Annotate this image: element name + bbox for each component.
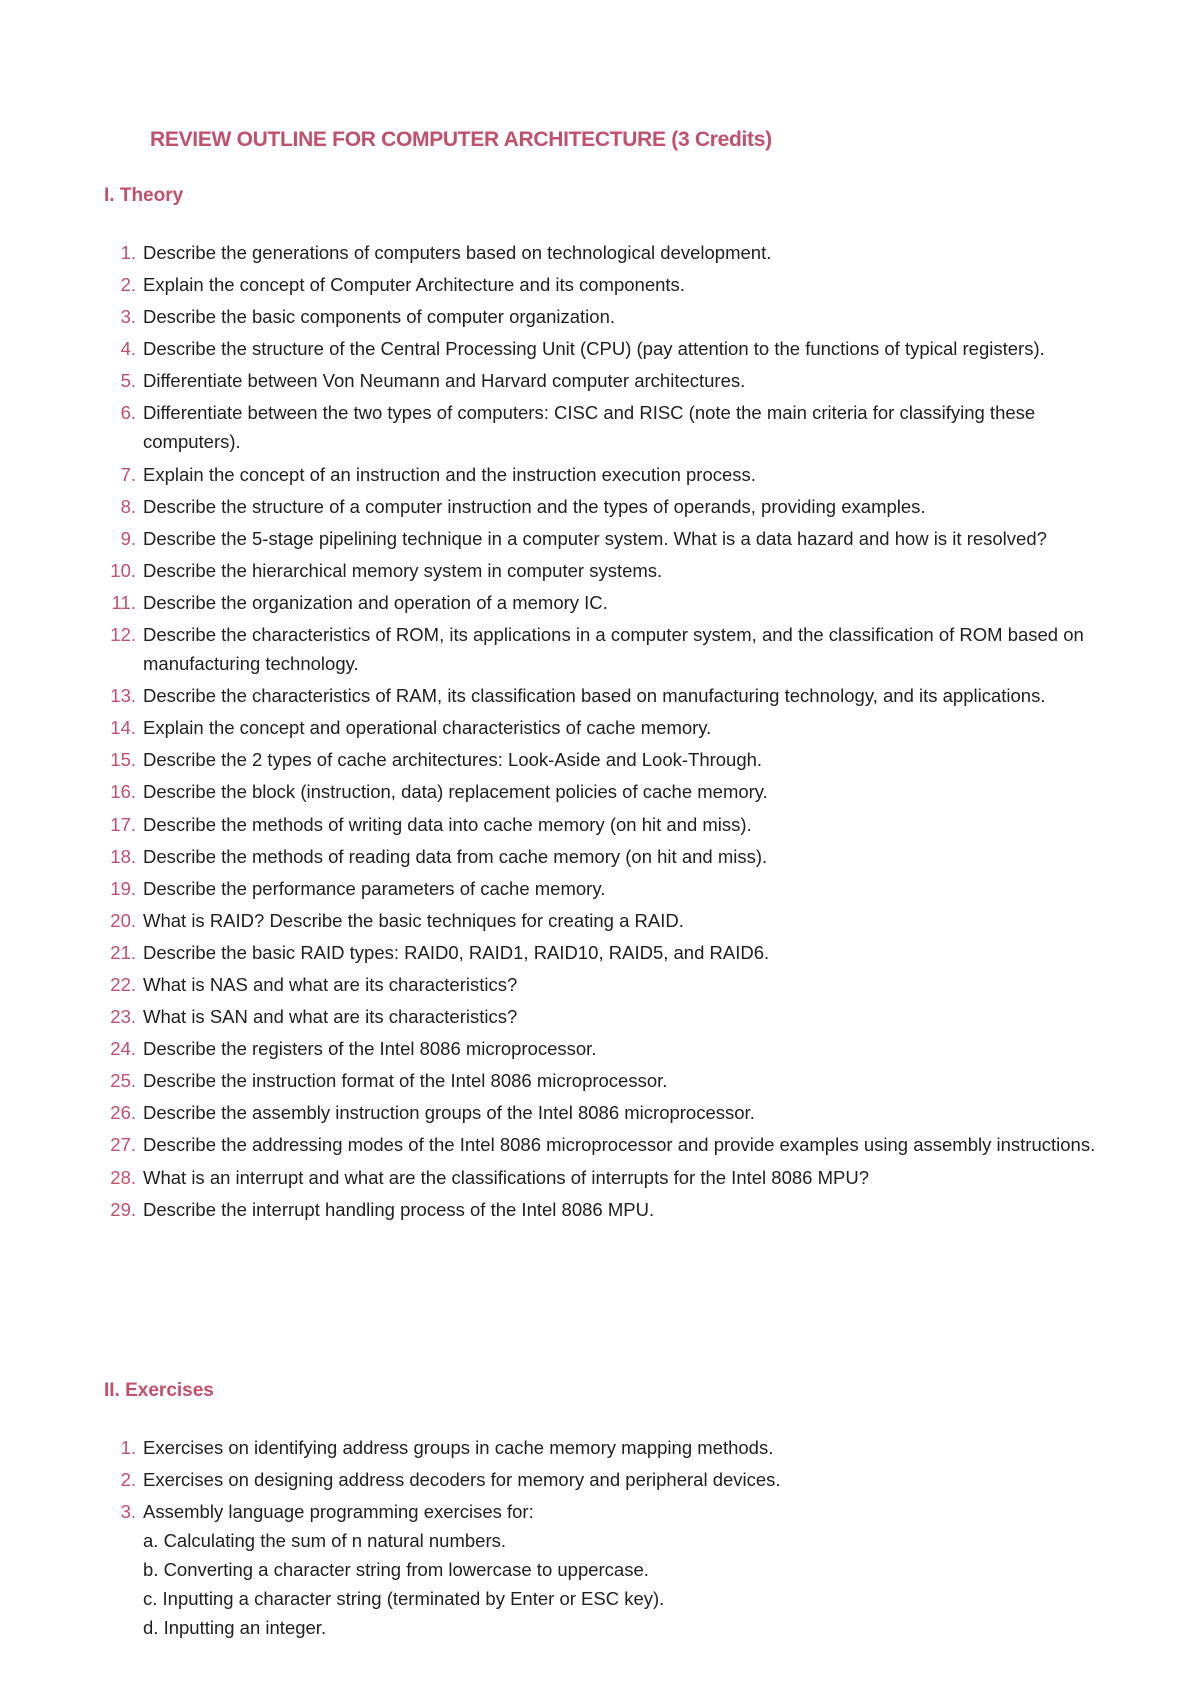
item-text: What is NAS and what are its characteristics? xyxy=(143,973,518,995)
item-text: Describe the characteristics of RAM, its classification based on manufacturing technology, and its applications. xyxy=(143,685,1046,707)
list-item xyxy=(0,366,1120,395)
list-item xyxy=(0,270,1120,299)
item-number: 27. xyxy=(110,1134,136,1156)
list-item xyxy=(0,1497,1120,1642)
item-number: 13. xyxy=(110,685,136,707)
item-number: 29. xyxy=(110,1198,136,1220)
item-number: 8. xyxy=(120,495,136,517)
item-number: 10. xyxy=(110,559,136,581)
list-item xyxy=(0,1066,1120,1095)
item-text: Describe the basic components of computer organization. xyxy=(143,306,616,328)
item-number: 6. xyxy=(120,402,136,424)
list-item xyxy=(0,970,1120,999)
item-number: 3. xyxy=(120,1501,136,1523)
list-item xyxy=(0,745,1120,774)
list-item xyxy=(0,334,1120,363)
item-text: Describe the interrupt handling process of the Intel 8086 MPU. xyxy=(143,1198,655,1220)
list-item xyxy=(0,492,1120,521)
list-item xyxy=(0,556,1120,585)
item-text: Explain the concept of Computer Architecture and its components. xyxy=(143,274,685,296)
item-text: What is RAID? Describe the basic techniques for creating a RAID. xyxy=(143,909,684,931)
list-item xyxy=(0,906,1120,935)
item-number: 2. xyxy=(120,274,136,296)
item-number: 19. xyxy=(110,877,136,899)
item-number: 9. xyxy=(120,527,136,549)
list-item xyxy=(0,460,1120,489)
item-number: 26. xyxy=(110,1102,136,1124)
list-item xyxy=(0,842,1120,871)
item-text: Describe the characteristics of ROM, its applications in a computer system, and the classification of ROM based on manufacturing technology. xyxy=(143,624,1084,675)
list-item xyxy=(0,1433,1120,1462)
sub-item: a. Calculating the sum of n natural numbers. xyxy=(143,1530,506,1552)
sub-item: b. Converting a character string from lowercase to uppercase. xyxy=(143,1559,649,1581)
item-text: Describe the generations of computers based on technological development. xyxy=(143,242,772,263)
list-item xyxy=(0,1163,1120,1192)
item-text: Describe the assembly instruction groups of the Intel 8086 microprocessor. xyxy=(143,1102,755,1124)
item-number: 11. xyxy=(111,591,136,613)
item-text: Describe the instruction format of the Intel 8086 microprocessor. xyxy=(143,1070,668,1092)
item-number: 24. xyxy=(110,1038,136,1060)
item-number: 17. xyxy=(110,813,136,835)
item-number: 16. xyxy=(110,781,136,803)
item-text: Differentiate between the two types of computers: CISC and RISC (note the main criteria for classifying these computers). xyxy=(143,402,1036,453)
item-number: 22. xyxy=(110,973,136,995)
list-item xyxy=(0,1195,1120,1224)
section-heading-theory: I. Theory xyxy=(104,185,184,206)
item-text: Describe the 5-stage pipelining technique in a computer system. What is a data hazard and how is it resolved? xyxy=(143,527,1047,549)
section-heading-exercises: II. Exercises xyxy=(104,1380,214,1401)
item-text: Describe the organization and operation of a memory IC. xyxy=(143,591,608,613)
list-item xyxy=(0,681,1120,710)
list-item xyxy=(0,1098,1120,1127)
item-number: 1. xyxy=(120,1437,136,1458)
list-item xyxy=(0,777,1120,806)
item-text: Describe the addressing modes of the Intel 8086 microprocessor and provide examples using assembly instructions. xyxy=(143,1134,1096,1156)
item-number: 3. xyxy=(120,306,136,328)
item-text: Exercises on identifying address groups in cache memory mapping methods. xyxy=(143,1437,774,1458)
item-number: 14. xyxy=(110,717,136,739)
list-item xyxy=(0,874,1120,903)
list-item xyxy=(0,302,1120,331)
list-item xyxy=(0,620,1120,678)
list-item xyxy=(0,238,1120,267)
item-text: Differentiate between Von Neumann and Harvard computer architectures. xyxy=(143,370,746,392)
list-item xyxy=(0,938,1120,967)
item-number: 20. xyxy=(110,909,136,931)
item-text: Describe the structure of a computer instruction and the types of operands, providing examples. xyxy=(143,495,926,517)
list-item xyxy=(0,1002,1120,1031)
item-text: Describe the performance parameters of cache memory. xyxy=(143,877,606,899)
item-number: 15. xyxy=(110,749,136,771)
item-text: Describe the structure of the Central Processing Unit (CPU) (pay attention to the functions of typical registers). xyxy=(143,338,1045,360)
item-text: Explain the concept and operational characteristics of cache memory. xyxy=(143,717,712,739)
item-text: Describe the registers of the Intel 8086 microprocessor. xyxy=(143,1038,597,1060)
list-item xyxy=(0,588,1120,617)
list-item xyxy=(0,1034,1120,1063)
list-item xyxy=(0,713,1120,742)
item-text: What is SAN and what are its characteristics? xyxy=(143,1006,518,1028)
document-title: REVIEW OUTLINE FOR COMPUTER ARCHITECTURE (3 Credits) xyxy=(150,128,772,151)
item-number: 1. xyxy=(120,242,136,263)
item-text: Describe the block (instruction, data) replacement policies of cache memory. xyxy=(143,781,768,803)
item-number: 7. xyxy=(120,463,136,485)
item-text: Describe the hierarchical memory system in computer systems. xyxy=(143,559,663,581)
item-number: 28. xyxy=(110,1166,136,1188)
sub-item: d. Inputting an integer. xyxy=(143,1617,327,1639)
list-item xyxy=(0,524,1120,553)
item-text: What is an interrupt and what are the classifications of interrupts for the Intel 8086 MPU? xyxy=(143,1166,869,1188)
theory-question-list xyxy=(0,238,1120,1227)
item-number: 25. xyxy=(110,1070,136,1092)
item-number: 12. xyxy=(110,624,136,646)
item-text: Describe the basic RAID types: RAID0, RAID1, RAID10, RAID5, and RAID6. xyxy=(143,941,770,963)
item-number: 21. xyxy=(110,941,136,963)
exercise-list xyxy=(0,1433,1120,1645)
item-text: Exercises on designing address decoders for memory and peripheral devices. xyxy=(143,1469,781,1491)
list-item xyxy=(0,398,1120,456)
item-number: 5. xyxy=(120,370,136,392)
item-text: Describe the methods of reading data from cache memory (on hit and miss). xyxy=(143,845,768,867)
item-text: Describe the methods of writing data into cache memory (on hit and miss). xyxy=(143,813,752,835)
item-number: 2. xyxy=(120,1469,136,1491)
list-item xyxy=(0,1465,1120,1494)
list-item xyxy=(0,1130,1120,1159)
item-number: 23. xyxy=(110,1006,136,1028)
sub-item: c. Inputting a character string (terminated by Enter or ESC key). xyxy=(143,1588,665,1610)
item-number: 18. xyxy=(110,845,136,867)
item-text: Explain the concept of an instruction and the instruction execution process. xyxy=(143,463,756,485)
item-text: Assembly language programming exercises for: xyxy=(143,1501,534,1523)
list-item xyxy=(0,810,1120,839)
item-number: 4. xyxy=(120,338,136,360)
item-text: Describe the 2 types of cache architectures: Look-Aside and Look-Through. xyxy=(143,749,763,771)
